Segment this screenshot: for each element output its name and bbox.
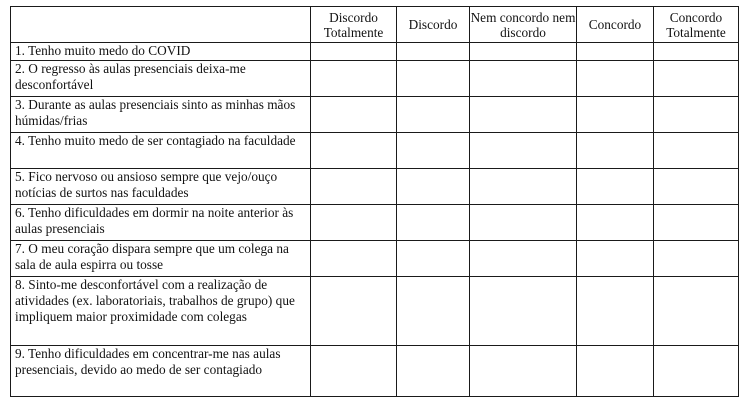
response-cell[interactable] [311, 97, 397, 133]
header-nem-concordo-nem-discordo: Nem concordo nem discordo [470, 7, 577, 43]
response-cell[interactable] [470, 346, 577, 397]
response-cell[interactable] [397, 205, 470, 241]
response-cell[interactable] [311, 277, 397, 346]
response-cell[interactable] [470, 241, 577, 277]
item-text: 5. Fico nervoso ou ansioso sempre que vejo/ouço notícias de surtos nas faculdades [11, 169, 311, 205]
table-row [11, 205, 739, 241]
response-cell[interactable] [397, 97, 470, 133]
table-row [11, 43, 739, 61]
response-cell[interactable] [470, 61, 577, 97]
header-empty [11, 7, 311, 43]
response-cell[interactable] [577, 61, 654, 97]
response-cell[interactable] [470, 133, 577, 169]
response-cell[interactable] [654, 241, 739, 277]
response-cell[interactable] [470, 205, 577, 241]
questionnaire [10, 6, 739, 397]
response-cell[interactable] [654, 133, 739, 169]
response-cell[interactable] [397, 346, 470, 397]
response-cell[interactable] [577, 43, 654, 61]
response-cell[interactable] [397, 277, 470, 346]
response-cell[interactable] [654, 346, 739, 397]
response-cell[interactable] [397, 241, 470, 277]
response-cell[interactable] [654, 169, 739, 205]
response-cell[interactable] [311, 133, 397, 169]
item-text: 7. O meu coração dispara sempre que um colega na sala de aula espirra ou tosse [11, 241, 311, 277]
response-cell[interactable] [311, 43, 397, 61]
header-concordo-totalmente: Concordo Totalmente [654, 7, 739, 43]
response-cell[interactable] [397, 133, 470, 169]
table-row [11, 133, 739, 169]
item-text: 2. O regresso às aulas presenciais deixa-me desconfortável [11, 61, 311, 97]
header-row [11, 7, 739, 43]
response-cell[interactable] [470, 97, 577, 133]
response-cell[interactable] [311, 205, 397, 241]
response-cell[interactable] [577, 169, 654, 205]
response-cell[interactable] [577, 133, 654, 169]
likert-table [10, 6, 739, 397]
table-row [11, 169, 739, 205]
response-cell[interactable] [311, 241, 397, 277]
response-cell[interactable] [654, 61, 739, 97]
item-text: 9. Tenho dificuldades em concentrar-me nas aulas presenciais, devido ao medo de ser contagiado [11, 346, 311, 397]
response-cell[interactable] [577, 346, 654, 397]
table-row [11, 97, 739, 133]
response-cell[interactable] [311, 346, 397, 397]
response-cell[interactable] [577, 241, 654, 277]
table-row [11, 277, 739, 346]
table-row [11, 61, 739, 97]
header-discordo: Discordo [397, 7, 470, 43]
response-cell[interactable] [577, 277, 654, 346]
response-cell[interactable] [577, 205, 654, 241]
header-discordo-totalmente: Discordo Totalmente [311, 7, 397, 43]
item-text: 3. Durante as aulas presenciais sinto as minhas mãos húmidas/frias [11, 97, 311, 133]
header-concordo: Concordo [577, 7, 654, 43]
response-cell[interactable] [397, 61, 470, 97]
response-cell[interactable] [654, 277, 739, 346]
item-text: 6. Tenho dificuldades em dormir na noite anterior às aulas presenciais [11, 205, 311, 241]
response-cell[interactable] [397, 169, 470, 205]
response-cell[interactable] [470, 43, 577, 61]
item-text: 1. Tenho muito medo do COVID [11, 43, 311, 61]
item-text: 4. Tenho muito medo de ser contagiado na faculdade [11, 133, 311, 169]
response-cell[interactable] [311, 169, 397, 205]
response-cell[interactable] [470, 277, 577, 346]
response-cell[interactable] [397, 43, 470, 61]
response-cell[interactable] [654, 43, 739, 61]
table-row [11, 346, 739, 397]
item-text: 8. Sinto-me desconfortável com a realização de atividades (ex. laboratoriais, trabalhos de grupo) que impliquem maior proximidade com colegas [11, 277, 311, 346]
response-cell[interactable] [654, 97, 739, 133]
response-cell[interactable] [470, 169, 577, 205]
response-cell[interactable] [654, 205, 739, 241]
response-cell[interactable] [311, 61, 397, 97]
response-cell[interactable] [577, 97, 654, 133]
table-row [11, 241, 739, 277]
